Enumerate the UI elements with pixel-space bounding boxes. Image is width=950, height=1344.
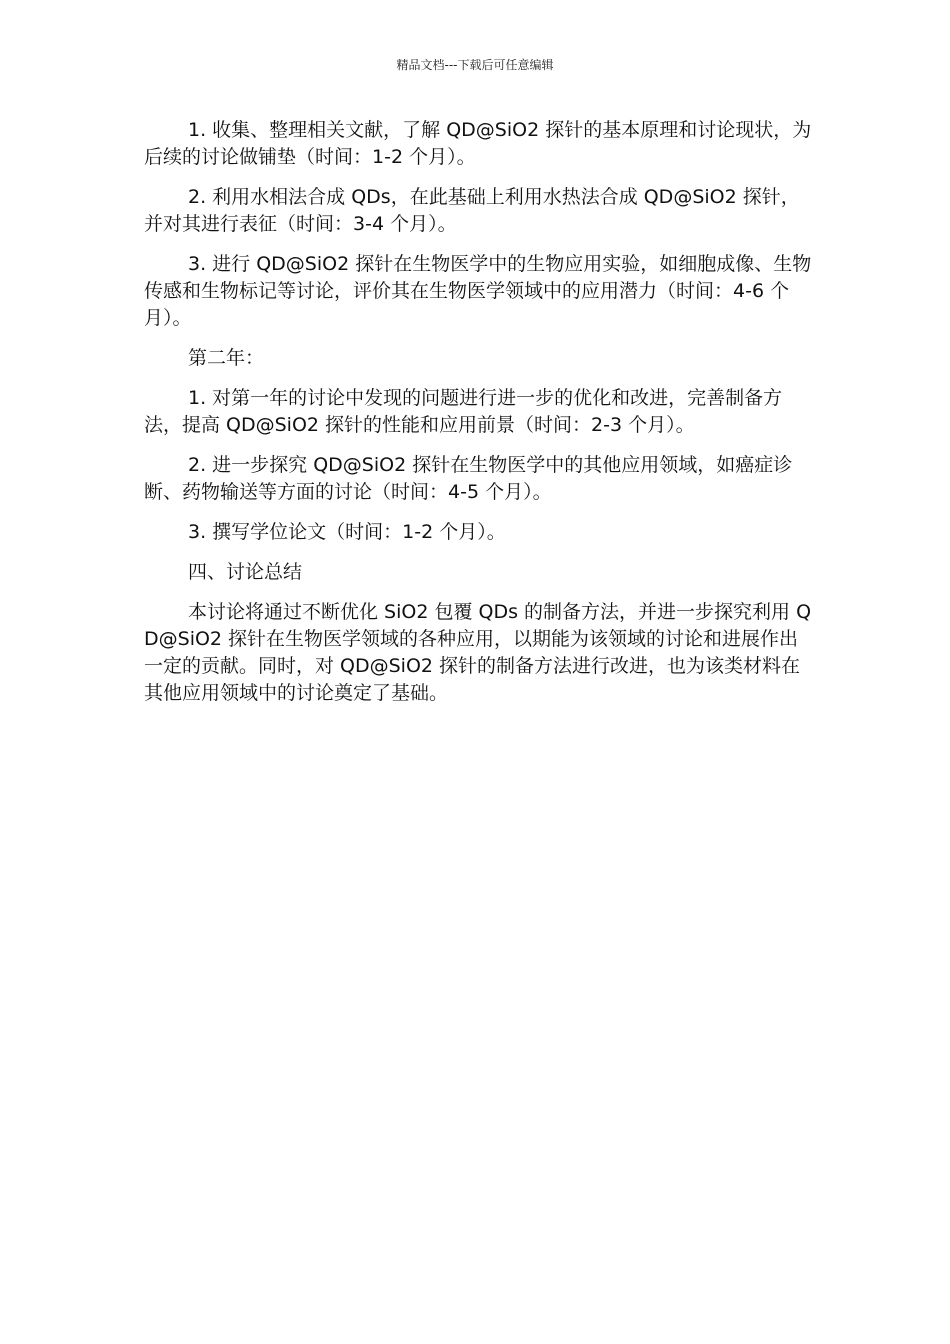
heading-second-year: 第二年： [188, 347, 265, 369]
paragraph-year2-task1: 1. 对第一年的讨论中发现的问题进行进一步的优化和改进，完善制备方法，提高 QD@SiO2 探针的性能和应用前景（时间：2-3 个月）。 [144, 387, 783, 436]
paragraph-year1-task1: 1. 收集、整理相关文献，了解 QD@SiO2 探针的基本原理和讨论现状，为后续的讨论做铺垫（时间：1-2 个月）。 [144, 119, 812, 168]
paragraph-year1-task2: 2. 利用水相法合成 QDs，在此基础上利用水热法合成 QD@SiO2 探针，并对其进行表征（时间：3-4 个月）。 [144, 186, 800, 235]
paragraph-year2-task2: 2. 进一步探究 QD@SiO2 探针在生物医学中的其他应用领域，如癌症诊断、药物输送等方面的讨论（时间：4-5 个月）。 [144, 454, 793, 503]
paragraph-year2-task3: 3. 撰写学位论文（时间：1-2 个月）。 [188, 521, 506, 543]
page-header: 精品文档---下载后可任意编辑 [396, 58, 554, 72]
document-body [144, 117, 812, 720]
heading-summary: 四、讨论总结 [188, 561, 303, 583]
paragraph-summary: 本讨论将通过不断优化 SiO2 包覆 QDs 的制备方法，并进一步探究利用 QD@SiO2 探针在生物医学领域的各种应用，以期能为该领域的讨论和进展作出一定的贡献。同时，对 QD@SiO2 探针的制备方法进行改进，也为该类材料在其他应用领域中的讨论奠定了基础。 [144, 601, 812, 704]
paragraph-year1-task3: 3. 进行 QD@SiO2 探针在生物医学中的生物应用实验，如细胞成像、生物传感和生物标记等讨论，评价其在生物医学领域中的应用潜力（时间：4-6 个月）。 [144, 253, 812, 329]
